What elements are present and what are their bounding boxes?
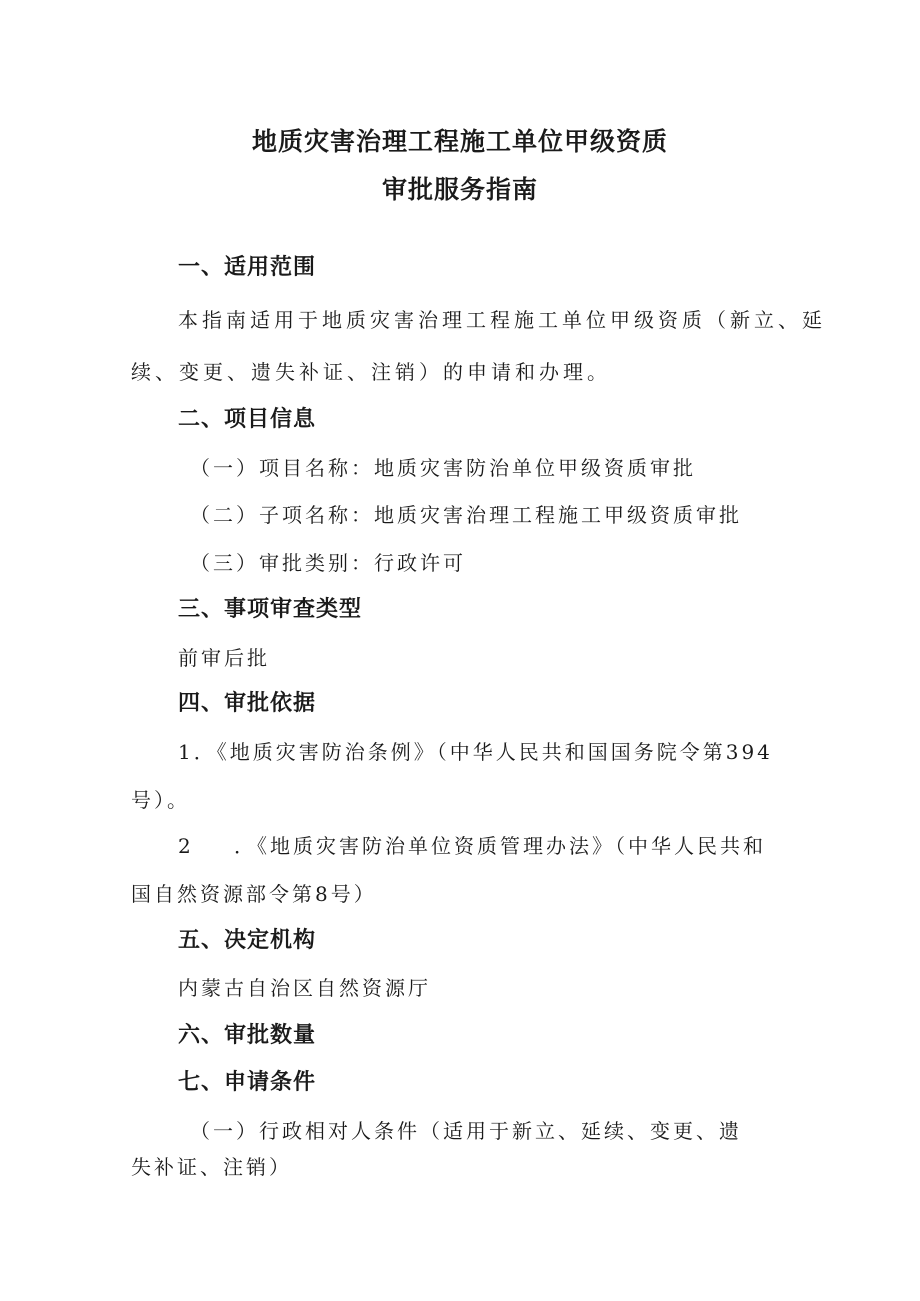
document-title-line-1: 地质灾害治理工程施工单位甲级资质	[251, 127, 668, 156]
section-7-item-1-line-1: （一）行政相对人条件（适用于新立、延续、变更、遗	[190, 1119, 742, 1143]
section-7-item-1-line-2: 失补证、注销）	[131, 1155, 292, 1179]
section-2-item-3: （三）审批类别：行政许可	[190, 551, 466, 575]
section-3-heading: 三、事项审查类型	[178, 597, 363, 622]
section-3-text: 前审后批	[178, 646, 270, 670]
section-2-item-2: （二）子项名称：地质灾害治理工程施工甲级资质审批	[190, 503, 742, 527]
section-4-item-2-line-1: ．《地质灾害防治单位资质管理办法》（中华人民共和	[234, 834, 766, 858]
document-title-line-2: 审批服务指南	[381, 175, 538, 204]
section-4-item-1-line-2: 号）。	[131, 788, 190, 812]
section-5-text: 内蒙古自治区自然资源厅	[178, 976, 431, 1000]
section-4-item-2-number: 2	[178, 834, 191, 858]
section-2-item-1: （一）项目名称：地质灾害防治单位甲级资质审批	[190, 456, 696, 480]
section-6-heading: 六、审批数量	[178, 1023, 317, 1048]
section-7-heading: 七、申请条件	[178, 1070, 317, 1095]
section-4-item-2-line-2: 国自然资源部令第8号）	[131, 882, 377, 906]
section-1-paragraph-line-1: 本指南适用于地质灾害治理工程施工单位甲级资质（新立、延	[178, 308, 826, 332]
section-1-heading: 一、适用范围	[178, 255, 317, 280]
section-4-heading: 四、审批依据	[178, 691, 317, 716]
section-5-heading: 五、决定机构	[178, 928, 317, 953]
section-1-paragraph-line-2: 续、变更、遗失补证、注销）的申请和办理。	[131, 360, 611, 384]
section-2-heading: 二、项目信息	[178, 407, 317, 432]
section-4-item-1-line-1: 1．《地质灾害防治条例》（中华人民共和国国务院令第394	[178, 740, 773, 764]
